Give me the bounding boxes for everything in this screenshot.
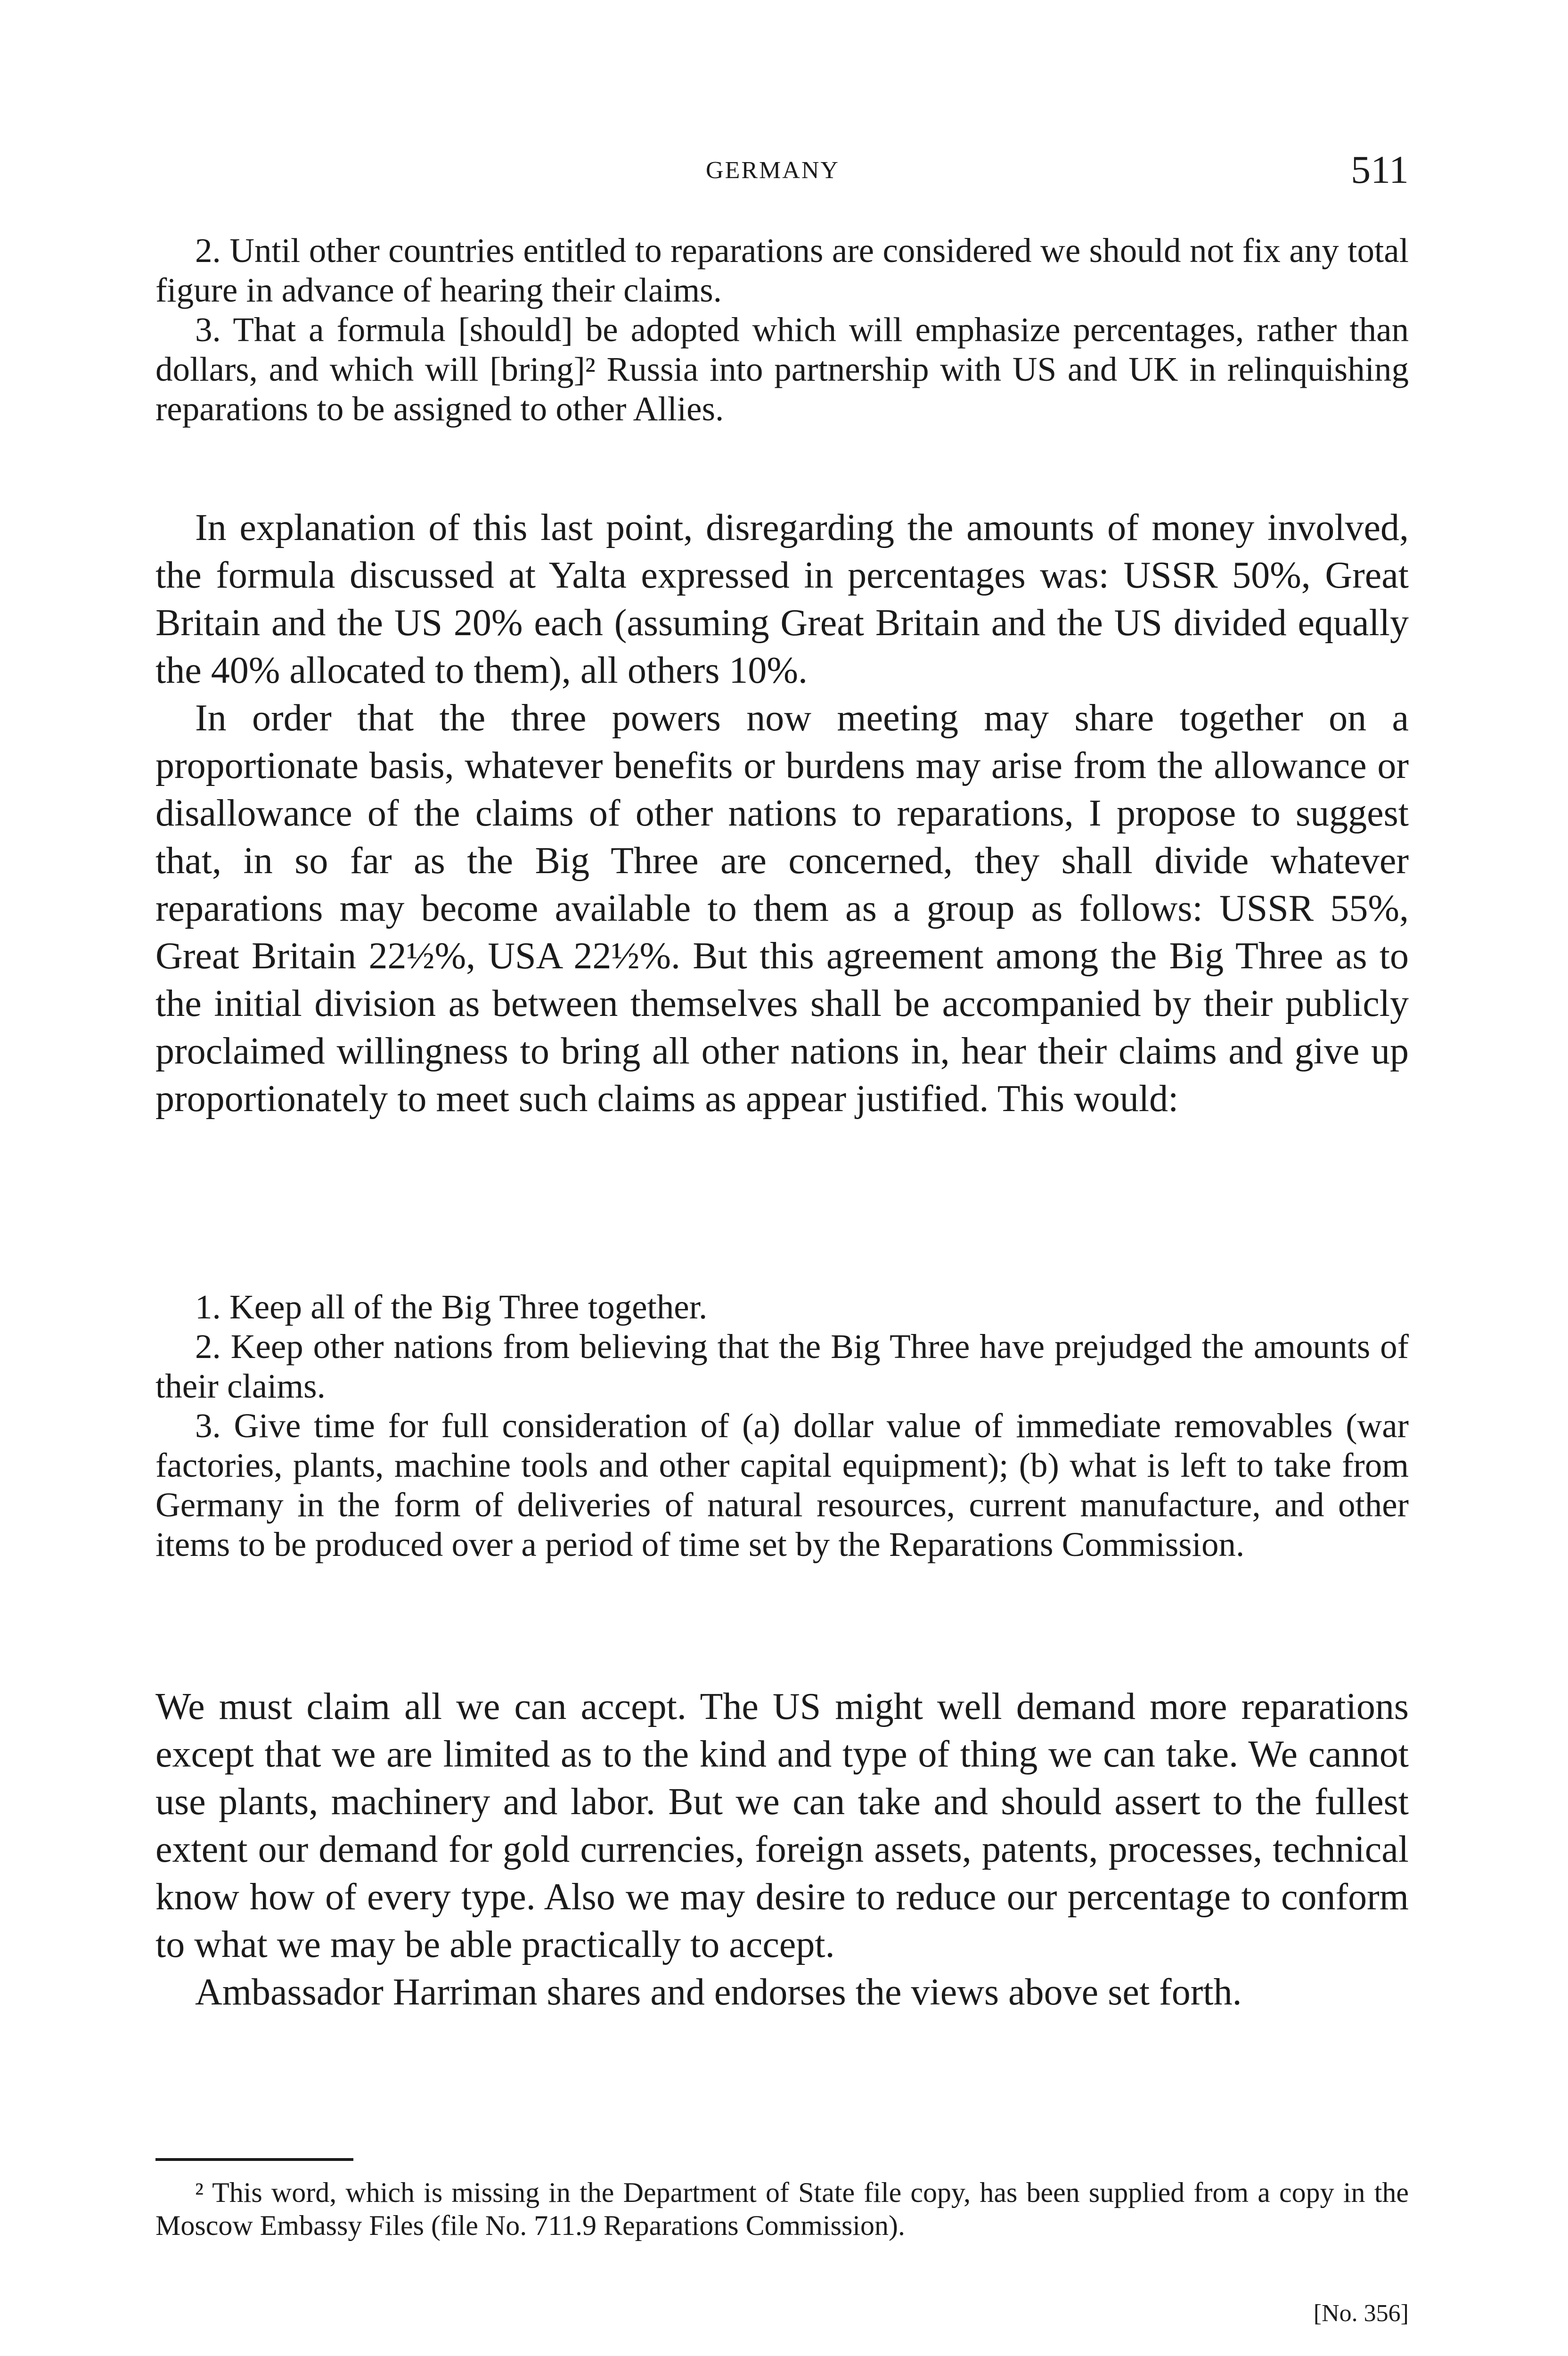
footnote-divider [155,2158,353,2161]
footnote [155,2176,1409,2242]
paragraph-proposal: In order that the three powers now meeting may share together on a proportionate basis, whatever benefits or burdens may arise from the allowance or disallowance of the claims of other nations to reparations, I propose to suggest that, in so far as the Big Three are concerned, they shall divide whatever reparations may become available to them as a group as follows: USSR 55%, Great Britain 22½%, USA 22½%. But this agreement among the Big Three as to the initial division as between themselves shall be accompanied by their publicly proclaimed willingness to bring all other nations in, hear their claims and give up proportionately to meet such claims as appear justified. This would: [155,697,1409,1120]
paragraph-explanation: In explanation of this last point, disregarding the amounts of money involved, the formula discussed at Yalta expressed in percentages was: USSR 50%, Great Britain and the US 20% each (assuming Great Britain and the US divided equally the 40% allocated to them), all others 10%. [155,507,1409,691]
explanation-paragraph-block [155,504,1409,1123]
footnote-2: ² This word, which is missing in the Department of State file copy, has been supplied from a copy in the Moscow Embassy Files (file No. 711.9 Reparations Commission). [155,2177,1409,2241]
running-header-title: GERMANY [706,157,840,184]
numbered-points-a [155,231,1409,429]
point-a-2: 2. Until other countries entitled to reparations are considered we should not fix any total figure in advance of hearing their claims. [155,231,1409,309]
point-b-2: 2. Keep other nations from believing that the Big Three have prejudged the amounts of their claims. [155,1327,1409,1405]
catchword: [No. 356] [1313,2300,1409,2327]
point-b-3: 3. Give time for full consideration of (a) dollar value of immediate removables (war factories, plants, machine tools and other capital equipment); (b) what is left to take from Germany in the form of deliveries of natural resources, current manufacture, and other items to be produced over a period of time set by the Reparations Commission. [155,1407,1409,1563]
paragraph-claim: We must claim all we can accept. The US might well demand more reparations except that we are limited as to the kind and type of thing we can take. We cannot use plants, machinery and labor. But we can take and should assert to the fullest extent our demand for gold currencies, foreign assets, patents, processes, technical know how of every type. Also we may desire to reduce our percentage to conform to what we may be able practically to accept. [155,1686,1409,1965]
point-b-1: 1. Keep all of the Big Three together. [195,1288,708,1326]
page-number: 511 [1351,148,1409,192]
numbered-points-b [155,1287,1409,1564]
claim-paragraph-block [155,1683,1409,2016]
paragraph-harriman: Ambassador Harriman shares and endorses the views above set forth. [195,1972,1242,2013]
point-a-3: 3. That a formula [should] be adopted which will emphasize percentages, rather than dollars, and which will [bring]² Russia into partnership with US and UK in relinquishing reparations to be assigned to other Allies. [155,311,1409,428]
